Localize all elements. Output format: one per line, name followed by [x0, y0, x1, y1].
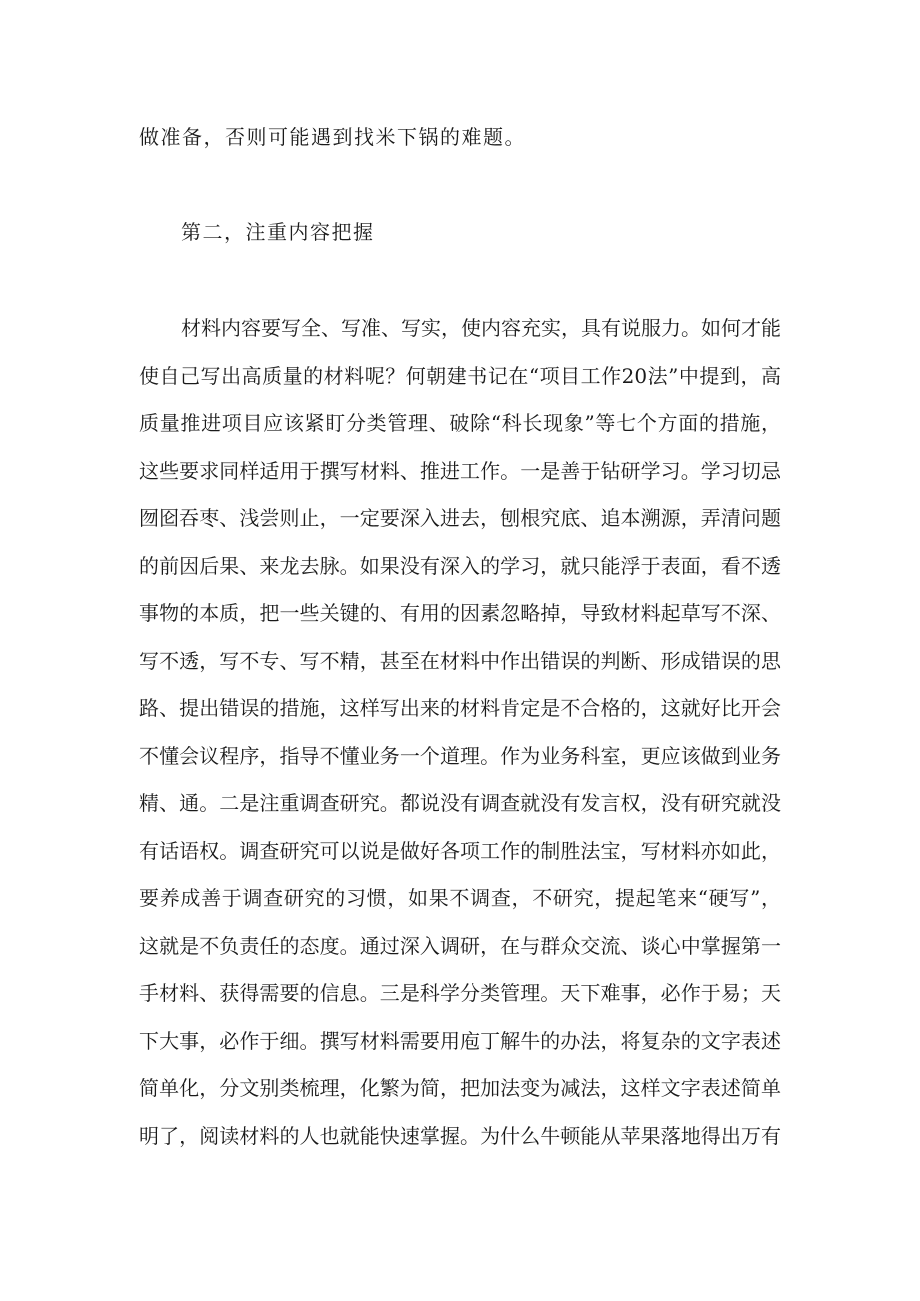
paragraph-line: 有话语权。调查研究可以说是做好各项工作的制胜法宝，写材料亦如此，: [139, 839, 781, 863]
paragraph-line: 简单化，分文别类梳理，化繁为简，把加法变为减法，这样文字表述简单: [139, 1076, 781, 1100]
paragraph-line: 这就是不负责任的态度。通过深入调研，在与群众交流、谈心中掌握第一: [139, 934, 781, 958]
paragraph-line: 囫囵吞枣、浅尝则止，一定要深入进去，刨根究底、追本溯源，弄清问题: [139, 506, 781, 530]
paragraph-line: 下大事，必作于细。撰写材料需要用庖丁解牛的办法，将复杂的文字表述: [139, 1029, 781, 1053]
paragraph-line: 的前因后果、来龙去脉。如果没有深入的学习，就只能浮于表面，看不透: [139, 554, 781, 578]
paragraph-line: 明了，阅读材料的人也就能快速掌握。为什么牛顿能从苹果落地得出万有: [139, 1124, 781, 1148]
section-heading: 第二，注重内容把握: [181, 220, 375, 244]
paragraph-line: 质量推进项目应该紧盯分类管理、破除“科长现象”等七个方面的措施，: [139, 411, 781, 435]
paragraph-line: 要养成善于调查研究的习惯，如果不调查，不研究，提起笔来“硬写”，: [139, 886, 781, 910]
paragraph-line: 这些要求同样适用于撰写材料、推进工作。一是善于钻研学习。学习切忌: [139, 459, 781, 483]
paragraph-line-first: 材料内容要写全、写准、写实，使内容充实，具有说服力。如何才能: [181, 316, 781, 340]
paragraph-line: 不懂会议程序，指导不懂业务一个道理。作为业务科室，更应该做到业务: [139, 744, 781, 768]
paragraph-line: 使自己写出高质量的材料呢？何朝建书记在“项目工作20法”中提到，高: [139, 364, 781, 388]
paragraph-line: 写不透，写不专、写不精，甚至在材料中作出错误的判断、形成错误的思: [139, 649, 781, 673]
paragraph-line: 路、提出错误的措施，这样写出来的材料肯定是不合格的，这就好比开会: [139, 696, 781, 720]
paragraph-line: 精、通。二是注重调查研究。都说没有调查就没有发言权，没有研究就没: [139, 791, 781, 815]
paragraph-line: 手材料、获得需要的信息。三是科学分类管理。天下难事，必作于易；天: [139, 981, 781, 1005]
paragraph-line: 事物的本质，把一些关键的、有用的因素忽略掉，导致材料起草写不深、: [139, 601, 781, 625]
continuation-line: 做准备，否则可能遇到找米下锅的难题。: [139, 125, 526, 149]
